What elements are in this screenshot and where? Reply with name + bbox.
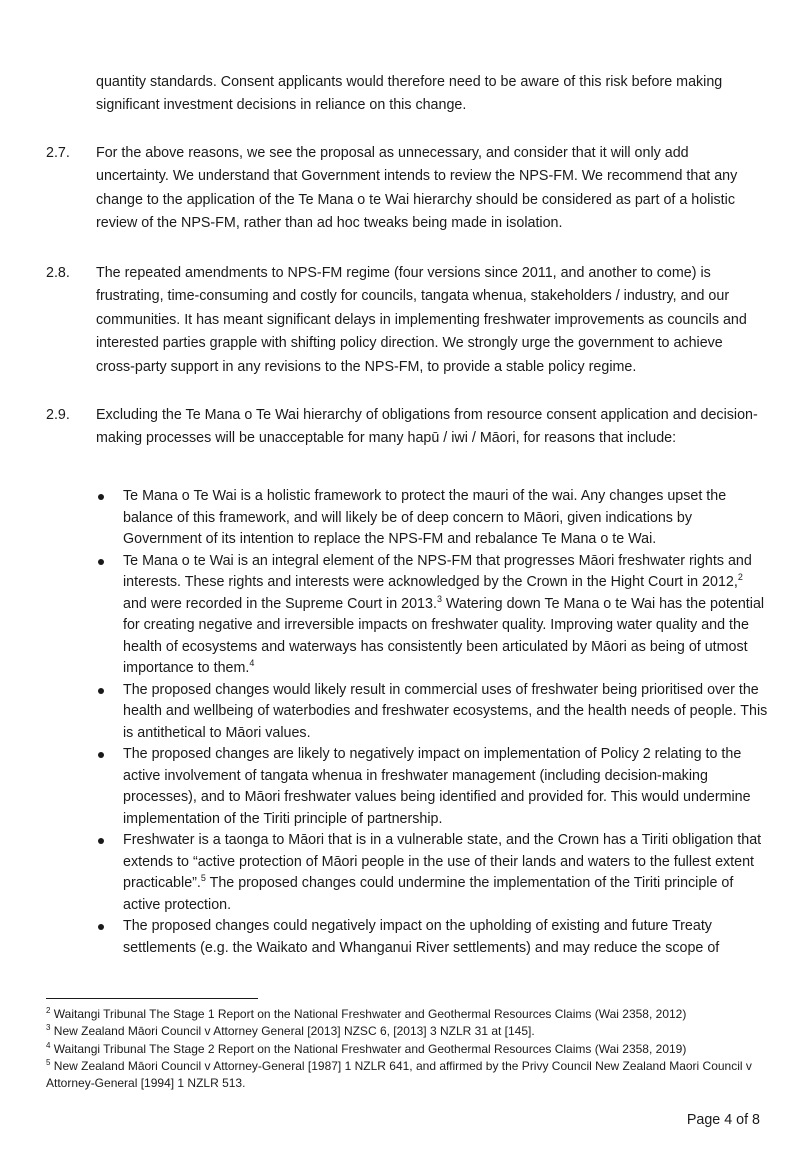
footnote-text: Waitangi Tribunal The Stage 2 Report on the National Freshwater and Geothermal Resources Claims (Wai 2358, 2019) (50, 1041, 687, 1056)
footnote (46, 1058, 766, 1093)
footnote-text: New Zealand Māori Council v Attorney General [2013] NZSC 6, [2013] 3 NZLR 31 at [145]. (50, 1024, 535, 1039)
bullet-text: Freshwater is a taonga to Māori that is in a vulnerable state, and the Crown has a Tiriti obligation that extends to “active protection of Māori people in the use of their lands and waters to the fullest extent practicable”. (123, 832, 762, 891)
bullet-icon (98, 494, 104, 500)
list-item (123, 551, 768, 680)
footnote-number: 3 (46, 1023, 51, 1033)
paragraph-text: Excluding the Te Mana o Te Wai hierarchy of obligations from resource consent application and decision-making processes will be unacceptable for many hapū / iwi / Māori, for reasons that include: (96, 407, 758, 447)
list-item (123, 486, 768, 551)
footnote-text: Waitangi Tribunal The Stage 1 Report on the National Freshwater and Geothermal Resources Claims (Wai 2358, 2012) (50, 1007, 687, 1021)
paragraph-text: For the above reasons, we see the proposal as unnecessary, and consider that it will only add uncertainty. We understand that Government intends to review the NPS-FM. We recommend that any change to the application of the Te Mana o te Wai hierarchy should be considered as part of a holistic review of the NPS-FM, rather than ad hoc tweaks being made in isolation. (96, 145, 738, 232)
footnote (46, 1023, 766, 1040)
bullet-text: The proposed changes are likely to negatively impact on implementation of Policy 2 relating to the active involvement of tangata whenua in freshwater management (including decision-making processes), and to Māori freshwater values being identified and provided for. This would undermine implementation of the Tiriti principle of partnership. (123, 746, 751, 827)
bullet-text: The proposed changes would likely result in commercial uses of freshwater being prioritised over the health and wellbeing of waterbodies and freshwater ecosystems, and the health needs of people. This is antithetical to Māori values. (123, 681, 768, 741)
paragraph-number: 2.7. (46, 145, 70, 161)
footnote-separator (46, 998, 258, 999)
continued-paragraph: quantity standards. Consent applicants would therefore need to be aware of this risk before making significant investment decisions in reliance on this change. (96, 74, 723, 114)
list-item (123, 916, 768, 959)
bullet-text: The proposed changes could negatively impact on the upholding of existing and future Treaty settlements (e.g. the Waikato and Whanganui River settlements) and may reduce the scope of (123, 918, 720, 956)
bullet-text: Te Mana o te Wai is an integral element of the NPS-FM that progresses Māori freshwater rights and interests. These rights and interests were acknowledged by the Crown in the Hight Court in 2012, (123, 552, 752, 590)
bullet-text: Te Mana o Te Wai is a holistic framework to protect the mauri of the wai. Any changes upset the balance of this framework, and will likely be of deep concern to Māori, given indications by Government of its intention to replace the NPS-FM and rebalance Te Mana o te Wai. (123, 488, 727, 547)
footnote-number: 5 (46, 1057, 51, 1067)
footnote (46, 1006, 766, 1023)
list-item (123, 830, 768, 916)
bullet-text: Watering down Te Mana o te Wai has the potential for creating negative and irreversible impacts on freshwater quality. Improving water quality and the health of ecosystems and waterways has consistently been articulated by Māori as being of utmost importance to them. (123, 595, 765, 676)
footnote-number: 4 (46, 1040, 51, 1050)
bullet-list (123, 486, 768, 959)
list-item (123, 680, 768, 745)
bullet-icon (98, 752, 104, 758)
bullet-text: The proposed changes could undermine the implementation of the Tiriti principle of active protection. (123, 875, 734, 913)
footnote-number: 2 (46, 1006, 51, 1015)
footnote-text: New Zealand Māori Council v Attorney-General [1987] 1 NZLR 641, and affirmed by the Privy Council New Zealand Maori Council v Attorney-General [1994] 1 NZLR 513. (46, 1058, 752, 1091)
footnotes (46, 1006, 766, 1092)
bullet-text: and were recorded in the Supreme Court in 2013. (123, 595, 437, 612)
footnote (46, 1041, 766, 1058)
list-item (123, 744, 768, 830)
footnote-ref[interactable]: 4 (249, 658, 255, 669)
footnote-ref[interactable]: 3 (436, 593, 442, 604)
bullet-icon (98, 838, 104, 844)
bullet-icon (98, 688, 104, 694)
footnote-ref[interactable]: 2 (737, 572, 743, 583)
paragraph-number: 2.9. (46, 407, 70, 423)
paragraph-text: The repeated amendments to NPS-FM regime (four versions since 2011, and another to come) is frustrating, time-consuming and costly for councils, tangata whenua, stakeholders / industry, and our communities. It has meant significant delays in implementing freshwater improvements as councils and interested parties grapple with shifting policy direction. We strongly urge the government to achieve cross-party support in any revisions to the NPS-FM, to provide a stable policy regime. (96, 265, 747, 375)
bullet-icon (98, 924, 104, 930)
bullet-icon (98, 559, 104, 565)
paragraph-number: 2.8. (46, 265, 70, 281)
footnote-ref[interactable]: 5 (200, 873, 206, 884)
page-number: Page 4 of 8 (686, 1112, 760, 1128)
